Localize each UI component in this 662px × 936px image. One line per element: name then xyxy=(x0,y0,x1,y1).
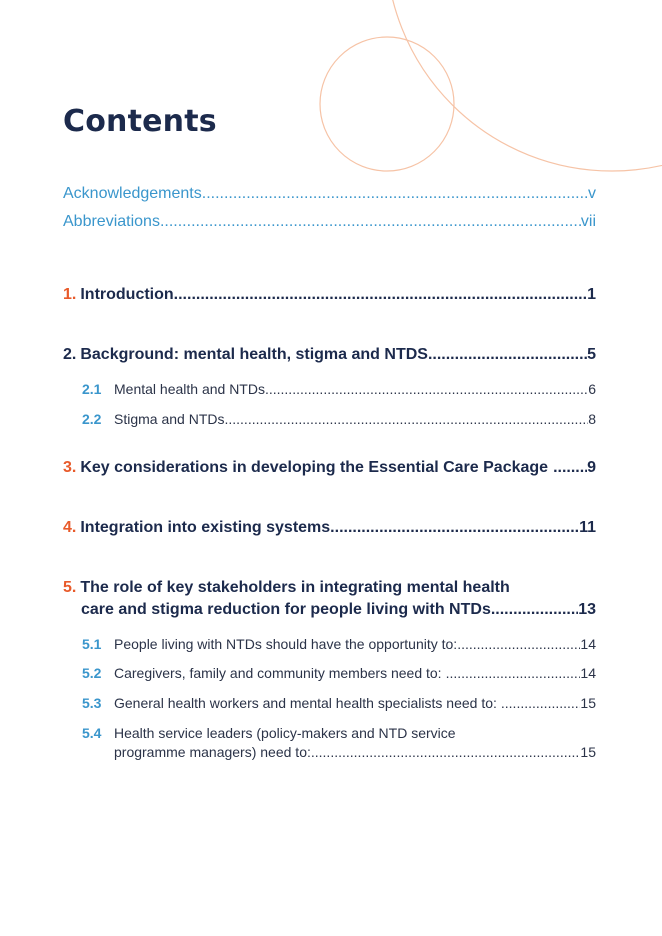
section-title: General health workers and mental health specialists need to: xyxy=(114,695,497,711)
section-number: 5.3 xyxy=(82,695,102,711)
toc-chapter-5[interactable] xyxy=(0,579,662,625)
chapter-number: 3. xyxy=(63,459,77,476)
toc-entry-abbreviations[interactable] xyxy=(63,213,596,231)
toc-page-number: 6 xyxy=(588,381,596,397)
dot-leader xyxy=(160,213,581,231)
toc-section-2-1[interactable] xyxy=(0,381,662,401)
dot-leader xyxy=(265,381,588,397)
dot-leader xyxy=(428,346,587,364)
toc-section-5-1[interactable] xyxy=(0,636,662,656)
chapter-title: Introduction xyxy=(80,286,174,303)
section-number: 5.1 xyxy=(82,636,102,652)
section-title-line-2: programme managers) need to: xyxy=(114,744,311,760)
toc-chapter-2[interactable] xyxy=(63,346,596,364)
decorative-circle-large xyxy=(386,0,662,171)
toc-page-number: 1 xyxy=(587,286,596,303)
toc-section-5-2[interactable] xyxy=(0,665,662,685)
toc-page-number: 9 xyxy=(587,459,596,476)
toc-entry-acknowledgements[interactable] xyxy=(63,185,596,203)
toc-page-number: 11 xyxy=(579,519,596,536)
toc-section-5-4[interactable] xyxy=(0,725,662,767)
dot-leader xyxy=(202,185,588,203)
dot-leader xyxy=(491,601,578,619)
section-title-line-1: Health service leaders (policy-makers and NTD service xyxy=(114,725,456,741)
section-title: People living with NTDs should have the opportunity to: xyxy=(114,636,458,652)
toc-entry-label: Abbreviations xyxy=(63,213,160,230)
toc-page-number: v xyxy=(588,185,596,202)
chapter-number: 5. xyxy=(63,579,77,596)
section-title: Stigma and NTDs xyxy=(114,411,225,427)
chapter-title: Key considerations in developing the Essential Care Package xyxy=(80,459,549,476)
dot-leader xyxy=(174,286,587,304)
toc-page-number: 13 xyxy=(578,601,596,618)
toc-page-number: 15 xyxy=(580,744,596,760)
dot-leader xyxy=(330,519,579,537)
toc-page-number: 14 xyxy=(580,665,596,681)
section-number: 5.4 xyxy=(82,725,102,741)
dot-leader xyxy=(457,636,580,652)
section-number: 2.1 xyxy=(82,381,102,397)
toc-chapter-4[interactable] xyxy=(63,519,596,537)
section-number: 2.2 xyxy=(82,411,102,427)
toc-section-2-2[interactable] xyxy=(0,411,662,431)
chapter-title: Integration into existing systems xyxy=(80,519,331,536)
chapter-number: 1. xyxy=(63,286,77,303)
dot-leader xyxy=(553,459,587,477)
chapter-number: 4. xyxy=(63,519,77,536)
toc-page-number: vii xyxy=(580,213,596,230)
toc-page-number: 15 xyxy=(580,695,596,711)
dot-leader xyxy=(224,411,588,427)
decorative-circle-small xyxy=(320,37,454,171)
toc-entry-label: Acknowledgements xyxy=(63,185,202,202)
toc-page-number: 8 xyxy=(588,411,596,427)
toc-section-5-3[interactable] xyxy=(0,695,662,715)
section-title: Caregivers, family and community members need to: xyxy=(114,665,442,681)
toc-chapter-3[interactable] xyxy=(63,459,596,477)
dot-leader xyxy=(311,744,581,760)
toc-page-number: 14 xyxy=(580,636,596,652)
chapter-number: 2. xyxy=(63,346,77,363)
page-title: Contents xyxy=(63,104,217,139)
toc-page-number: 5 xyxy=(587,346,596,363)
chapter-title-line-1: The role of key stakeholders in integrating mental health xyxy=(80,579,510,596)
section-title: Mental health and NTDs xyxy=(114,381,265,397)
chapter-title-line-2: care and stigma reduction for people living with NTDs xyxy=(81,601,491,618)
dot-leader xyxy=(446,665,581,681)
chapter-title: Background: mental health, stigma and NTDS xyxy=(80,346,428,363)
dot-leader xyxy=(501,695,581,711)
section-number: 5.2 xyxy=(82,665,102,681)
toc-chapter-1[interactable] xyxy=(63,286,596,304)
